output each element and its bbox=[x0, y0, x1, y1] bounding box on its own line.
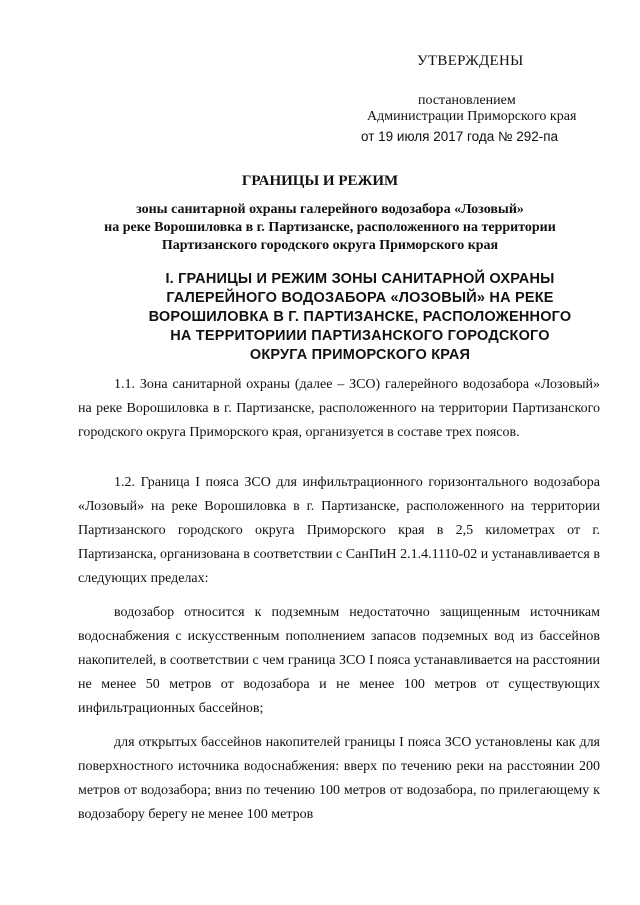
paragraph-1-1: 1.1. Зона санитарной охраны (далее – ЗСО) галерейного водозабора «Лозовый» на реке Ворошиловка в г. Партизанске, расположенного на территории Партизанского городского округа Приморского края, организуется в составе трех поясов. bbox=[78, 377, 600, 440]
paragraph-open-basins: для открытых бассейнов накопителей границы I пояса ЗСО установлены как для поверхностного источника водоснабжения: вверх по течению реки на расстоянии 200 метров от водозабора; вниз по течению 100 метров от водозабора, по прилегающему к водозабору берегу не менее 100 метров bbox=[78, 735, 600, 822]
section-heading-line: ГАЛЕРЕЙНОГО ВОДОЗАБОРА «ЛОЗОВЫЙ» НА РЕКЕ bbox=[166, 290, 554, 306]
paragraph-1-2: 1.2. Граница I пояса ЗСО для инфильтрационного горизонтального водозабора «Лозовый» на реке Ворошиловка в г. Партизанске, расположенного на территории Партизанского городского округа Приморского края в 2,5 километрах от г. Партизанска, организована в соответствии с СанПиН 2.1.4.1110-02 и устанавливается в следующих пределах: bbox=[78, 475, 600, 586]
document-title: ГРАНИЦЫ И РЕЖИМ bbox=[241, 173, 399, 189]
approval-title: УТВЕРЖДЕНЫ bbox=[417, 53, 524, 69]
section-heading-line: ОКРУГА ПРИМОРСКОГО КРАЯ bbox=[249, 347, 471, 363]
document-subtitle bbox=[60, 201, 600, 255]
section-heading bbox=[120, 270, 600, 365]
section-heading-line: I. ГРАНИЦЫ И РЕЖИМ ЗОНЫ САНИТАРНОЙ ОХРАНЫ bbox=[165, 271, 555, 287]
subtitle-line: Партизанского городского округа Приморского края bbox=[161, 238, 499, 253]
section-heading-line: НА ТЕРРИТОРИИИ ПАРТИЗАНСКОГО ГОРОДСКОГО bbox=[170, 328, 550, 344]
paragraph-intake-boundary: водозабор относится к подземным недостаточно защищенным источникам водоснабжения с искусственным пополнением запасов подземных вод из бассейнов накопителей, в соответствии с чем граница ЗСО I пояса устанавливается на расстоянии не менее 50 метров от водозабора и не менее 100 метров от существующих инфильтрационных бассейнов; bbox=[78, 605, 600, 716]
section-heading-line: ВОРОШИЛОВКА В Г. ПАРТИЗАНСКЕ, РАСПОЛОЖЕННОГО bbox=[148, 309, 572, 325]
approval-line-authority: Администрации Приморского края bbox=[367, 109, 577, 124]
approval-line-decree: постановлением bbox=[418, 93, 516, 108]
approval-line-date-number: от 19 июля 2017 года № 292-па bbox=[361, 129, 559, 144]
subtitle-line: на реке Ворошиловка в г. Партизанске, расположенного на территории bbox=[104, 220, 556, 235]
subtitle-line: зоны санитарной охраны галерейного водозабора «Лозовый» bbox=[136, 202, 524, 217]
